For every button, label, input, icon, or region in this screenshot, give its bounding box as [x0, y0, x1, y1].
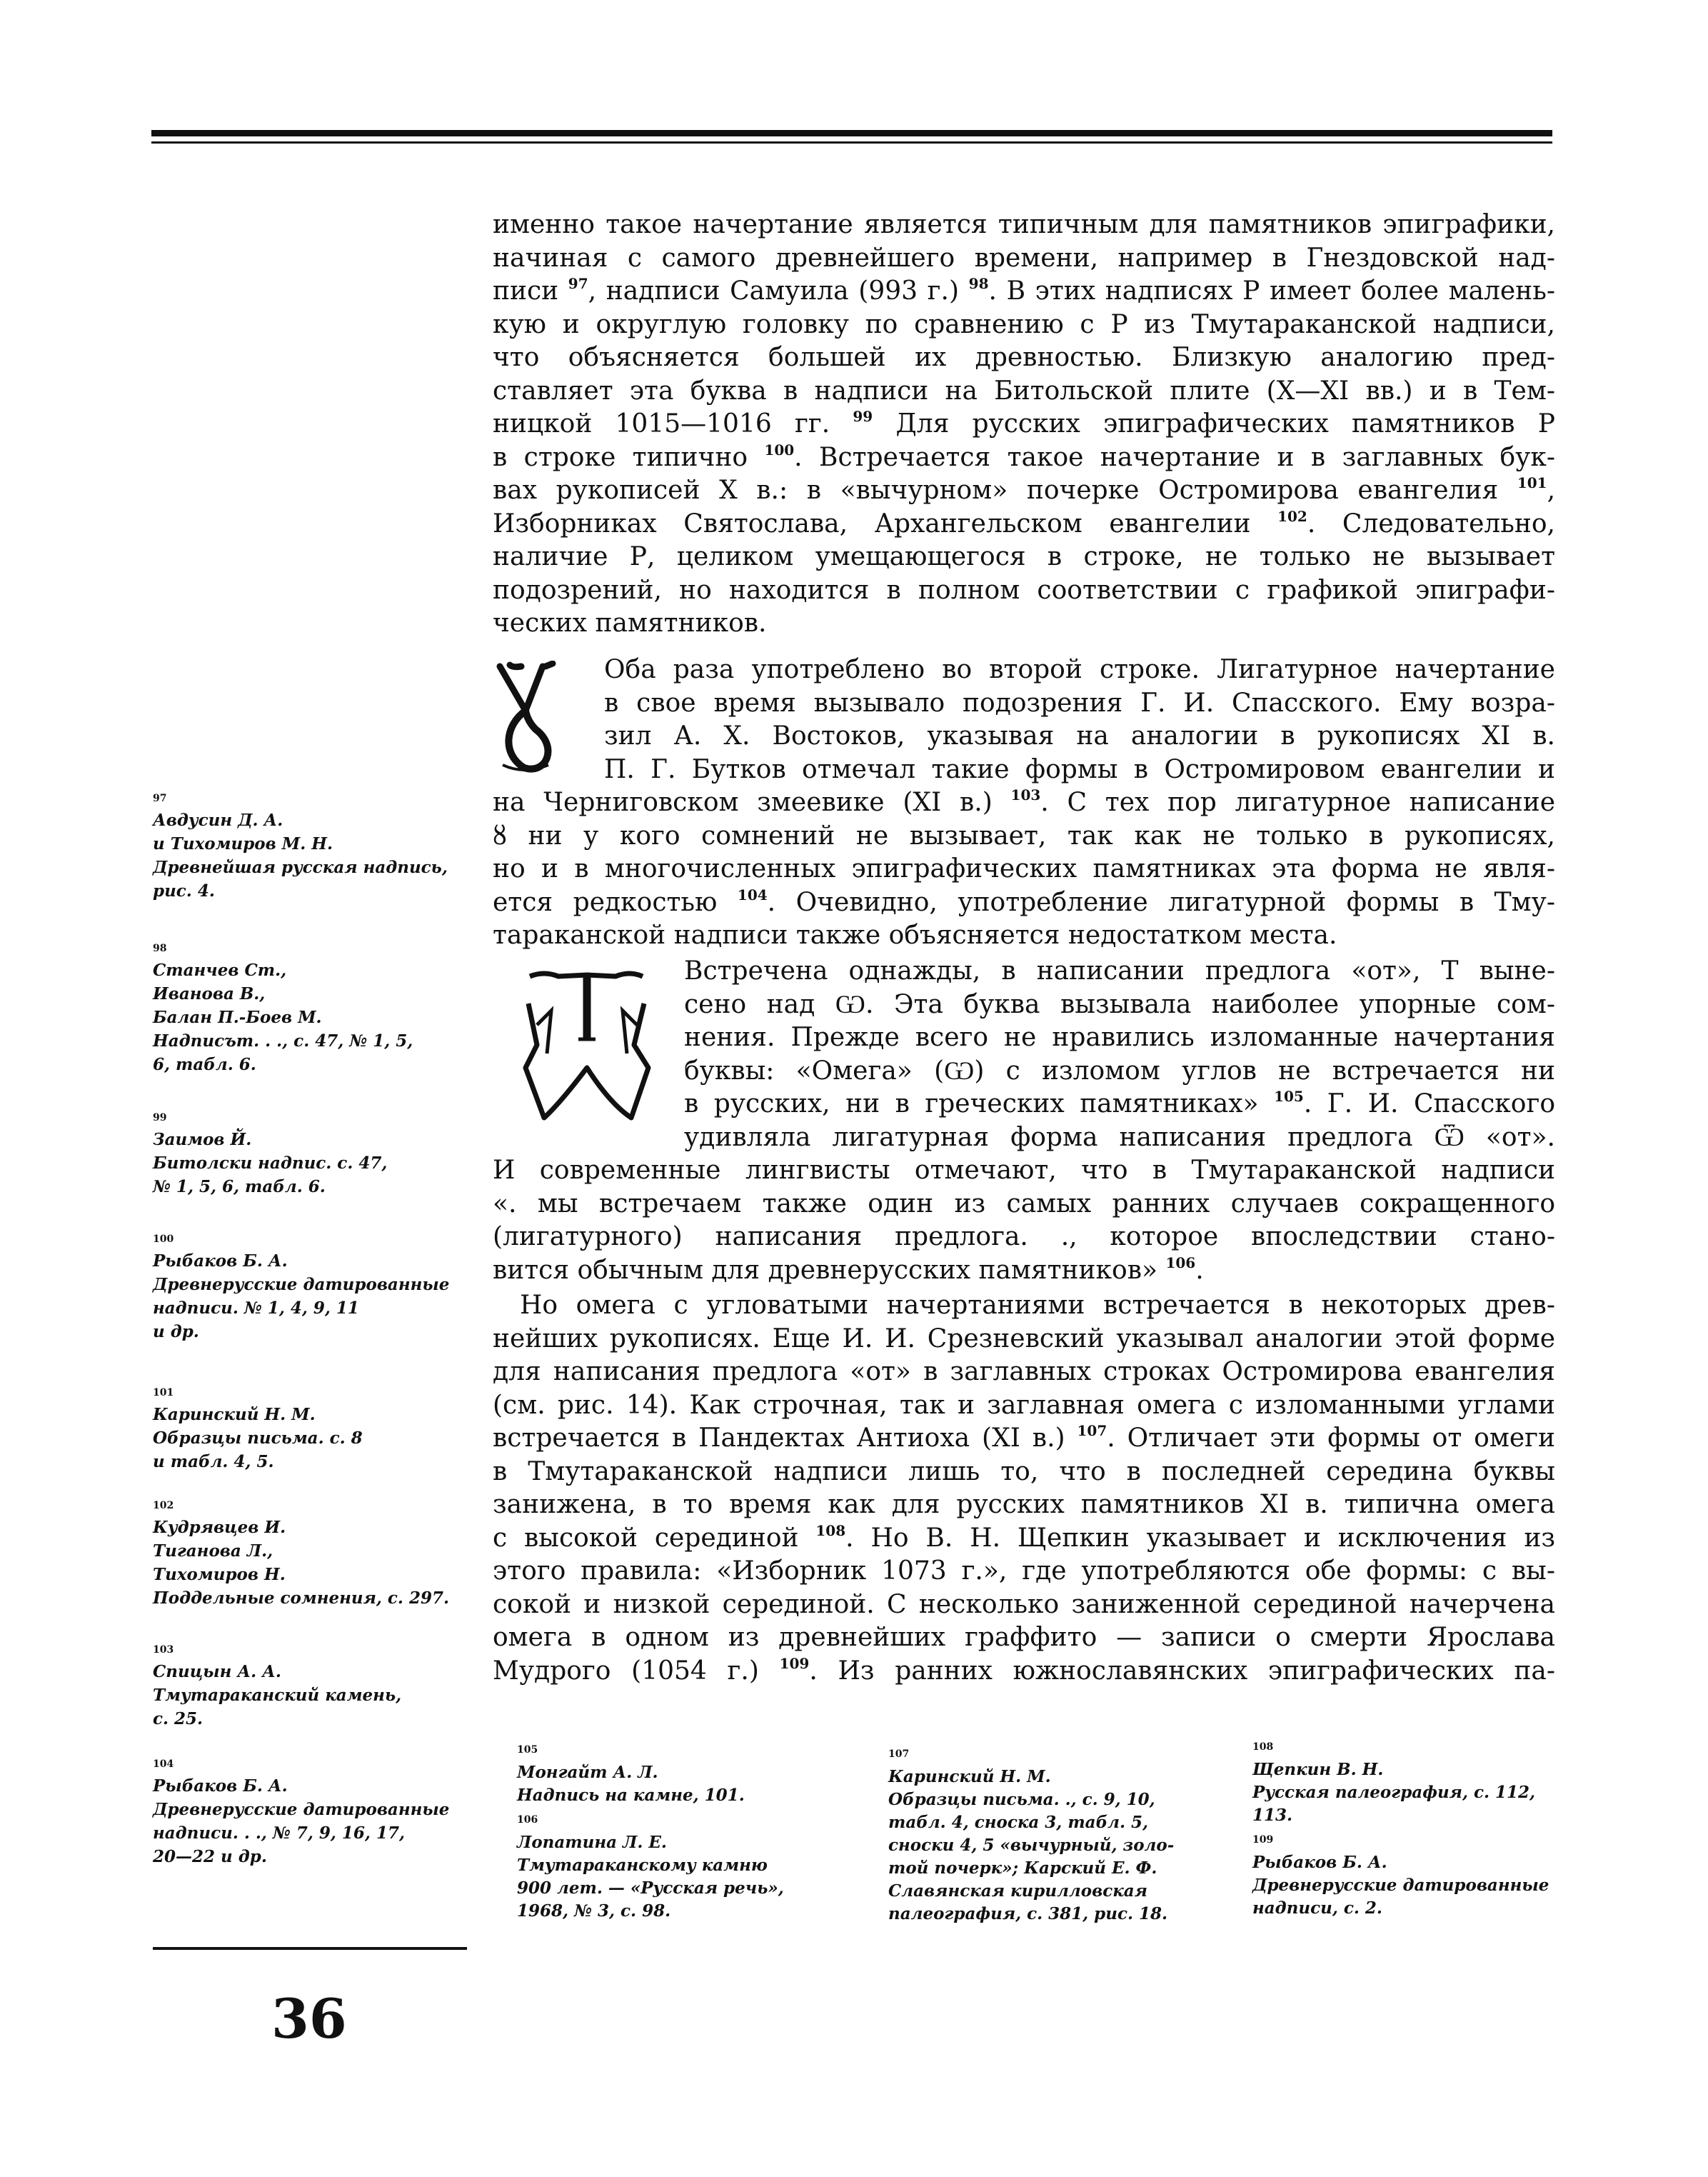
sidenote-line: и Тихомиров М. Н.: [153, 834, 333, 854]
sidenote-line: Поддельные сомнения, с. 297.: [153, 1588, 449, 1608]
text-line: что объясняется большей их древностью. Близкую аналогию пред-: [493, 343, 1555, 372]
text-run: . Следовательно,: [1307, 509, 1555, 539]
text-run: с высокой серединой: [493, 1523, 799, 1553]
text-run: . Но В. Н. Щепкин указывает и исключения из: [845, 1523, 1555, 1553]
text-line: Встречена однажды, в написании предлога «от», Т выне-: [684, 956, 1555, 986]
footnote-column-3: [1252, 1740, 1588, 1920]
footnote-ref: 107: [1077, 1422, 1107, 1439]
footnote-line: Надпись на камне, 101.: [517, 1786, 745, 1805]
text-run: встречается в Пандектах Антиоха (XI в.): [493, 1423, 1065, 1453]
text-run: .: [1195, 1255, 1204, 1285]
header-rule-thick: [151, 130, 1552, 136]
footnote-line: Лопатина Л. Е.: [517, 1833, 667, 1852]
footnote-line: Тмутараканскому камню: [517, 1856, 768, 1875]
text-run: . Г. И. Спасского: [1303, 1089, 1555, 1118]
footnote-ref: 103: [1010, 786, 1041, 804]
footnote-number: 108: [1252, 1741, 1274, 1753]
text-line: [493, 886, 1555, 920]
footnote-ref: 97: [568, 275, 588, 292]
text-line: [493, 786, 1555, 820]
text-run: в строке типично: [493, 442, 748, 472]
footnote-line: Образцы письма. ., с. 9, 10,: [888, 1790, 1155, 1809]
footnote-line: той почерк»; Карский Е. Ф.: [888, 1858, 1157, 1878]
text-line: начиная с самого древнейшего времени, например в Гнездовской над-: [493, 243, 1555, 273]
sidenote-line: Древнейшая русская надпись,: [153, 858, 448, 877]
sidenote-number: 98: [153, 943, 167, 954]
text-line: (лигатурного) написания предлога. ., которое впоследствии стано-: [493, 1222, 1555, 1251]
footnote-line: палеография, с. 381, рис. 18.: [888, 1904, 1168, 1923]
footnote-line: 113.: [1252, 1806, 1293, 1825]
text-run: на Черниговском змеевике (XI в.): [493, 788, 993, 817]
sidenote-98: [153, 941, 467, 1076]
sidenote-line: Битолски надпис. с. 47,: [153, 1153, 388, 1173]
text-line: [493, 408, 1555, 441]
text-line: ческих памятников.: [493, 609, 767, 638]
text-run: , надписи Самуила (993 г.): [588, 276, 960, 306]
footnote-number: 106: [517, 1814, 538, 1826]
text-line: буквы: «Омега» (Ѡ) с изломом углов не встречается ни: [684, 1056, 1555, 1086]
text-line: зил А. X. Востоков, указывая на аналогии в рукописях XI в.: [604, 721, 1555, 751]
text-line: нения. Прежде всего не нравились изломанные начертания: [684, 1023, 1555, 1052]
text-line: этого правила: «Изборник 1073 г.», где употребляются обе формы: с вы-: [493, 1556, 1555, 1586]
text-line: П. Г. Бутков отмечал такие формы в Остромировом евангелии и: [604, 754, 1555, 784]
footnote-ref: 109: [779, 1654, 810, 1672]
sidenote-line: Заимов Й.: [153, 1130, 252, 1149]
text-line: подозрений, но находится в полном соответствии с графикой эпиграфи-: [493, 575, 1555, 605]
text-line: именно такое начертание является типичным для памятников эпиграфики,: [493, 210, 1555, 239]
text-run: . С тех пор лигатурное написание: [1040, 788, 1555, 817]
text-run: ницкой 1015—1016 гг.: [493, 409, 830, 439]
footnote-line: Древнерусские датированные: [1252, 1876, 1549, 1895]
footnote-ref: 99: [853, 408, 873, 425]
sidenote-number: 101: [153, 1387, 174, 1398]
footnote-ref: 104: [737, 886, 768, 904]
sidenote-number: 104: [153, 1758, 174, 1770]
text-run: ется редкостью: [493, 887, 718, 917]
sidenote-line: Тмутараканский камень,: [153, 1686, 402, 1705]
footnote-line: Монгайт А. Л.: [517, 1763, 658, 1782]
paragraph-3: [493, 955, 1555, 1287]
footnote-ref: 108: [815, 1521, 846, 1539]
text-line: И современные лингвисты отмечают, что в Тмутараканской надписи: [493, 1156, 1555, 1185]
text-line: омега в одном из древнейших граффито — записи о смерти Ярослава: [493, 1623, 1555, 1652]
text-line: ȣ ни у кого сомнений не вызывает, так как не только в рукописях,: [493, 821, 1555, 851]
sidenote-line: надписи. № 1, 4, 9, 11: [153, 1298, 359, 1318]
sidenote-101: [153, 1386, 467, 1473]
sidenote-line: Рыбаков Б. А.: [153, 1776, 288, 1796]
sidenote-line: Станчев Ст.,: [153, 961, 287, 980]
text-run: Для русских эпиграфических памятников Р: [873, 409, 1556, 439]
sidenote-line: Каринский Н. М.: [153, 1405, 316, 1424]
sidenote-number: 102: [153, 1500, 174, 1511]
text-run: . В этих надписях Р имеет более малень-: [988, 276, 1555, 306]
paragraph-1: [493, 209, 1555, 641]
sidenote-line: рис. 4.: [153, 881, 215, 901]
sidenote-97: [153, 791, 467, 903]
text-line: нейших рукописях. Еще И. И. Срезневский указывал аналогии этой форме: [493, 1323, 1555, 1353]
sidenote-line: 20—22 и др.: [153, 1847, 267, 1866]
text-line: удивляла лигатурная форма написания предлога Ѿ «от».: [684, 1122, 1555, 1152]
text-line: [493, 508, 1555, 541]
text-line: но и в многочисленных эпиграфических памятниках эта форма не явля-: [493, 854, 1555, 884]
footnote-ref: 100: [764, 441, 795, 459]
text-line: [493, 275, 1555, 309]
footnote-line: табл. 4, сноска 3, табл. 5,: [888, 1813, 1149, 1832]
sidenote-line: Балан П.-Боев М.: [153, 1008, 322, 1027]
footnote-line: 900 лет. — «Русская речь»,: [517, 1878, 784, 1898]
sidenote-line: Кудрявцев И.: [153, 1518, 286, 1537]
text-line: [493, 1522, 1555, 1556]
footnote-ref: 101: [1517, 474, 1547, 491]
text-run: Изборниках Святослава, Архангельском евангелии: [493, 509, 1251, 539]
paragraph-2: [493, 654, 1555, 953]
sidenote-line: Надписът. . ., с. 47, № 1, 5,: [153, 1031, 413, 1051]
text-line: [493, 1088, 1555, 1121]
sidenote-number: 103: [153, 1644, 174, 1656]
footnote-number: 105: [517, 1744, 538, 1756]
sidenote-line: Рыбаков Б. А.: [153, 1251, 288, 1271]
footnote-line: Щепкин В. Н.: [1252, 1760, 1384, 1779]
sidenote-103: [153, 1643, 467, 1731]
text-line: [493, 1422, 1555, 1456]
footnote-ref: 98: [968, 275, 989, 292]
sidenote-line: Образцы письма. с. 8: [153, 1428, 363, 1448]
sidenote-line: Авдусин Д. А.: [153, 811, 283, 830]
text-line: Но омега с угловатыми начертаниями встречается в некоторых древ-: [520, 1291, 1555, 1320]
footnote-ref: 105: [1274, 1088, 1304, 1105]
sidenote-line: Древнерусские датированные: [153, 1800, 450, 1819]
text-run: Мудрого (1054 г.): [493, 1656, 759, 1686]
footnote-line: сноски 4, 5 «вычурный, золо-: [888, 1836, 1175, 1855]
text-line: в свое время вызывало подозрения Г. И. Спасского. Ему возра-: [604, 688, 1555, 718]
sidenote-line: Тиганова Л.,: [153, 1541, 273, 1561]
footnote-column-1: [517, 1743, 853, 1923]
sidenote-line: Иванова В.,: [153, 984, 266, 1004]
footnote-line: надписи, с. 2.: [1252, 1898, 1382, 1918]
text-run: . Из ранних южнославянских эпиграфических па-: [809, 1656, 1555, 1686]
text-run: вится обычным для древнерусских памятников»: [493, 1255, 1157, 1285]
sidenote-line: надписи. . ., № 7, 9, 16, 17,: [153, 1823, 405, 1843]
text-line: сено над Ѡ. Эта буква вызывала наиболее упорные сом-: [684, 989, 1555, 1019]
sidenote-line: с. 25.: [153, 1709, 204, 1728]
text-run: ,: [1547, 476, 1556, 505]
text-line: для написания предлога «от» в заглавных строках Остромирова евангелия: [493, 1357, 1555, 1386]
text-line: наличие Р, целиком умещающегося в строке, не только не вызывает: [493, 542, 1555, 571]
text-run: в русских, ни в греческих памятниках»: [684, 1089, 1259, 1118]
paragraph-4: [493, 1289, 1555, 1688]
text-line: Оба раза употреблено во второй строке. Лигатурное начертание: [604, 655, 1555, 684]
sidenote-line: Древнерусские датированные: [153, 1275, 450, 1294]
footnote-line: 1968, № 3, с. 98.: [517, 1901, 671, 1921]
footnote-line: Каринский Н. М.: [888, 1767, 1051, 1786]
text-line: (см. рис. 14). Как строчная, так и заглавная омега с изломанными углами: [493, 1390, 1555, 1420]
sidenote-line: 6, табл. 6.: [153, 1055, 256, 1074]
text-line: кую и округлую головку по сравнению с Р из Тмутараканской надписи,: [493, 309, 1555, 339]
footnote-line: Рыбаков Б. А.: [1252, 1853, 1387, 1872]
text-run: . Очевидно, употребление лигатурной формы в Тму-: [767, 887, 1556, 917]
text-run: писи: [493, 276, 559, 306]
sidenote-100: [153, 1232, 467, 1343]
sidenote-102: [153, 1498, 467, 1610]
text-run: вах рукописей X в.: в «вычурном» почерке Остромирова евангелия: [493, 476, 1499, 505]
text-run: . Отличает эти формы от омеги: [1107, 1423, 1555, 1453]
sidenote-line: Тихомиров Н.: [153, 1565, 286, 1584]
sidenote-number: 100: [153, 1233, 174, 1245]
sidenote-line: № 1, 5, 6, табл. 6.: [153, 1177, 326, 1196]
sidenote-line: Спицын А. А.: [153, 1662, 281, 1681]
footnote-ref: 102: [1277, 507, 1307, 525]
text-line: [493, 1655, 1555, 1688]
footnote-number: 109: [1252, 1834, 1274, 1846]
text-line: тараканской надписи также объясняется недостатком места.: [493, 921, 1337, 950]
footnote-column-2: [888, 1747, 1224, 1926]
sidenote-99: [153, 1111, 467, 1198]
footnote-number: 107: [888, 1748, 910, 1760]
text-line: занижена, в то время как для русских памятников XI в. типична омега: [493, 1490, 1555, 1519]
text-line: сокой и низкой серединой. С несколько заниженной серединой начерчена: [493, 1589, 1555, 1619]
sidenote-line: и табл. 4, 5.: [153, 1452, 274, 1471]
footnote-line: Русская палеография, с. 112,: [1252, 1783, 1536, 1802]
text-line: «. мы встречаем также один из самых ранних случаев сокращенного: [493, 1188, 1555, 1218]
sidenote-104: [153, 1757, 467, 1868]
sidenote-rule: [153, 1947, 467, 1950]
text-line: в Тмутараканской надписи лишь то, что в последней середина буквы: [493, 1456, 1555, 1486]
sidenote-number: 99: [153, 1112, 167, 1123]
footnote-line: Славянская кирилловская: [888, 1881, 1147, 1901]
header-rule-thin: [151, 141, 1552, 144]
sidenote-line: и др.: [153, 1322, 199, 1341]
sidenote-number: 97: [153, 793, 167, 804]
footnote-ref: 106: [1165, 1253, 1196, 1271]
text-line: [493, 1254, 1555, 1288]
text-line: [493, 474, 1555, 508]
text-line: ставляет эта буква в надписи на Битольской плите (X—XI вв.) и в Тем-: [493, 376, 1555, 406]
text-line: [493, 441, 1555, 475]
text-run: . Встречается такое начертание и в заглавных бук-: [794, 442, 1555, 472]
page-number: 36: [271, 1987, 347, 2051]
